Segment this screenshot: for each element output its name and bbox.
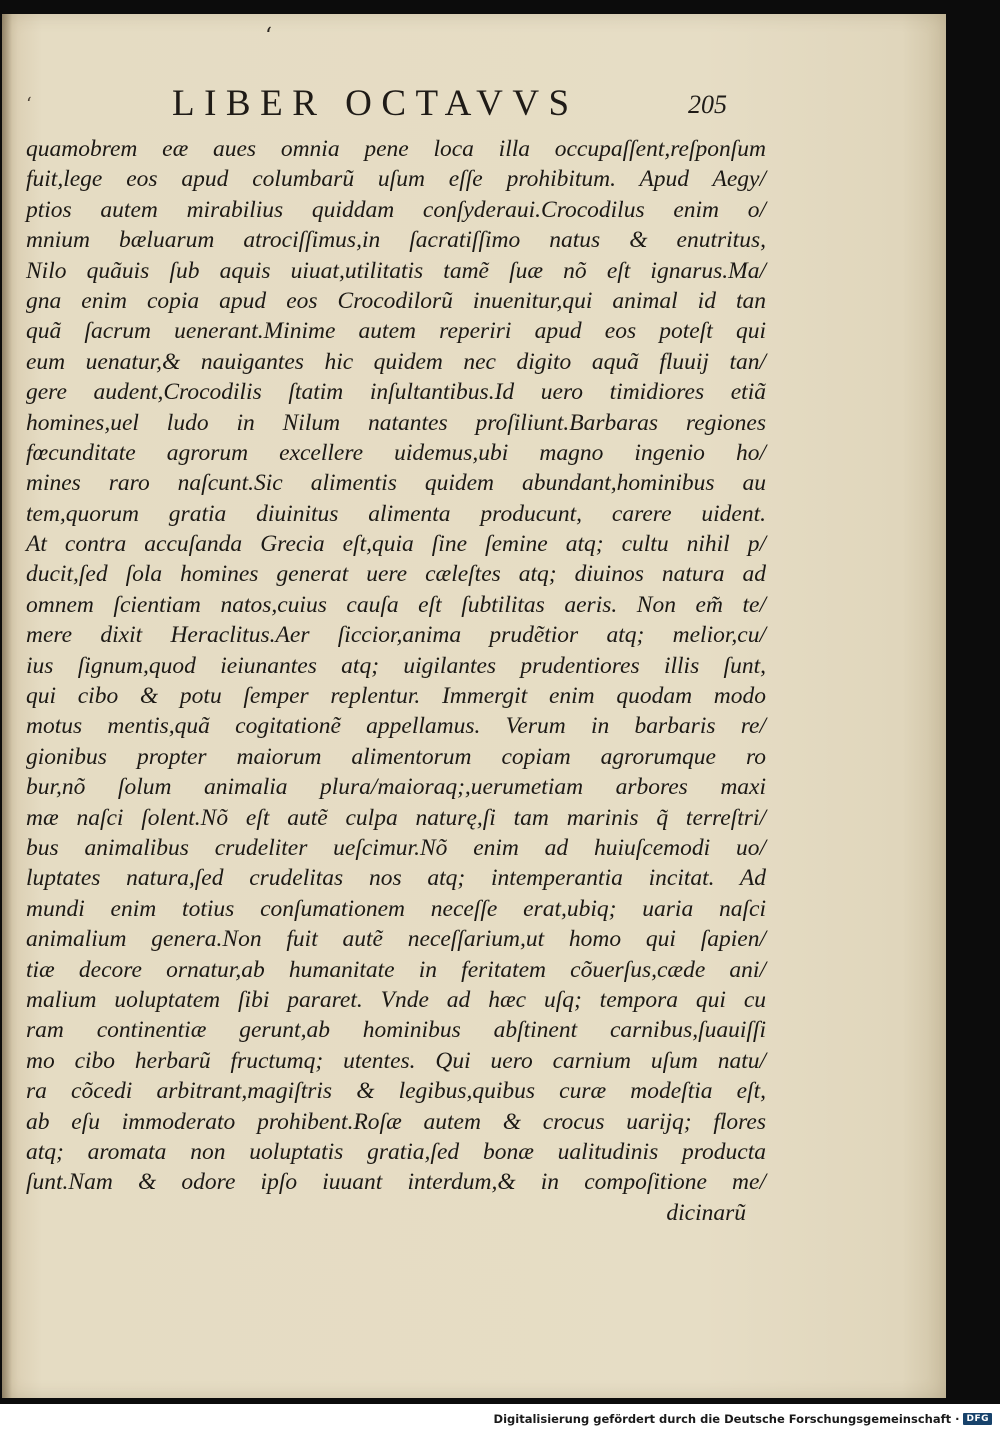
page-number: 205 (688, 90, 727, 119)
text-line: gna enim copia apud eos Crocodilorũ inuenitur,qui animal id tan (26, 287, 766, 314)
text-line: tem,quorum gratia diuinitus alimenta producunt, carere uident. (26, 500, 766, 527)
text-line: ptios autem mirabilius quiddam conſyderaui.Crocodilus enim o/ (26, 196, 766, 223)
top-mark: ‘ (265, 24, 272, 49)
text-line: mines raro naſcunt.Sic alimentis quidem abundant,hominibus au (26, 470, 766, 497)
text-line: Nilo quãuis ſub aquis uiuat,utilitatis tamẽ ſuæ nõ eſt ignarus.Ma/ (26, 257, 766, 284)
text-line: fœcunditate agrorum excellere uidemus,ubi magno ingenio ho/ (26, 439, 766, 466)
text-line: atq; aromata non uoluptatis gratia,ſed bonæ ualitudinis producta (26, 1138, 766, 1165)
body-text (26, 134, 766, 1228)
text-line: ab eſu immoderato prohibent.Roſæ autem & crocus uarijq; flores (26, 1108, 766, 1135)
text-line: malium uoluptatem ſibi pararet. Vnde ad hæc uſq; tempora qui cu (26, 986, 766, 1013)
text-line: dicinarũ (666, 1199, 746, 1226)
text-line: gionibus propter maiorum alimentorum copiam agrorumque ro (26, 743, 766, 770)
margin-mark: ‘ (26, 94, 32, 115)
text-line: luptates natura,ſed crudelitas nos atq; intemperantia incitat. Ad (26, 865, 766, 892)
text-line: mnium bæluarum atrociſſimus,in ſacratiſſimo natus & enutritus, (26, 227, 766, 254)
text-line: ram continentiæ gerunt,ab hominibus abſtinent carnibus,ſuauiſſi (26, 1017, 766, 1044)
text-line: omnem ſcientiam natos,cuius cauſa eſt ſubtilitas aeris. Non em̃ te/ (26, 591, 766, 618)
text-line: mo cibo herbarũ fructumq; utentes. Qui uero carnium uſum natu/ (26, 1047, 766, 1074)
gutter-shadow (2, 14, 12, 1398)
text-line: homines,uel ludo in Nilum natantes proſiliunt.Barbaras regiones (26, 409, 766, 436)
text-line: gere audent,Crocodilis ſtatim inſultantibus.Id uero timidiores etiã (26, 379, 766, 406)
running-head: LIBER OCTAVVS (172, 83, 579, 124)
text-line: fuit,lege eos apud columbarũ uſum eſſe prohibitum. Apud Aegy/ (26, 166, 766, 193)
dfg-logo: DFG (963, 1413, 992, 1425)
text-line: bus animalibus crudeliter ueſcimur.Nõ enim ad huiuſcemodi uo/ (26, 834, 766, 861)
text-line: tiæ decore ornatur,ab humanitate in feritatem cõuerſus,cæde ani/ (26, 956, 766, 983)
text-line: At contra accuſanda Grecia eſt,quia ſine ſemine atq; cultu nihil p/ (26, 531, 766, 558)
text-line: bur,nõ ſolum animalia plura/maioraq;,uerumetiam arbores maxi (26, 774, 766, 801)
text-line: motus mentis,quã cogitationẽ appellamus. Verum in barbaris re/ (26, 713, 766, 740)
text-line: ducit,ſed ſola homines generat uere cæleſtes atq; diuinos natura ad (26, 561, 766, 588)
text-line: mundi enim totius conſumationem neceſſe erat,ubiq; uaria naſci (26, 895, 766, 922)
text-line: quã ſacrum uenerant.Minime autem reperiri apud eos poteſt qui (26, 318, 766, 345)
text-line: mere dixit Heraclitus.Aer ſiccior,anima prudẽtior atq; melior,cu/ (26, 622, 766, 649)
text-line: animalium genera.Non fuit autẽ neceſſarium,ut homo qui ſapien/ (26, 926, 766, 953)
text-line: ſunt.Nam & odore ipſo iuuant interdum,& in compoſitione me/ (26, 1169, 766, 1196)
text-line: qui cibo & potu ſemper replentur. Immergit enim quodam modo (26, 683, 766, 710)
footer-text: Digitalisierung gefördert durch die Deutsche Forschungsgemeinschaft · (493, 1412, 960, 1426)
text-line: ius ſignum,quod ieiunantes atq; uigilantes prudentiores illis ſunt, (26, 652, 766, 679)
text-line: mæ naſci ſolent.Nõ eſt autẽ culpa naturę,ſi tam marinis q̃ terreſtri/ (26, 804, 766, 831)
funding-footer (494, 1411, 992, 1427)
text-line: ra cõcedi arbitrant,magiſtris & legibus,quibus curæ modeſtia eſt, (26, 1078, 766, 1105)
text-line: quamobrem eæ aues omnia pene loca illa occupaſſent,reſponſum (26, 136, 766, 162)
book-page (2, 14, 946, 1398)
text-line: eum uenatur,& nauigantes hic quidem nec digito aquã fluuij tan/ (26, 348, 766, 375)
